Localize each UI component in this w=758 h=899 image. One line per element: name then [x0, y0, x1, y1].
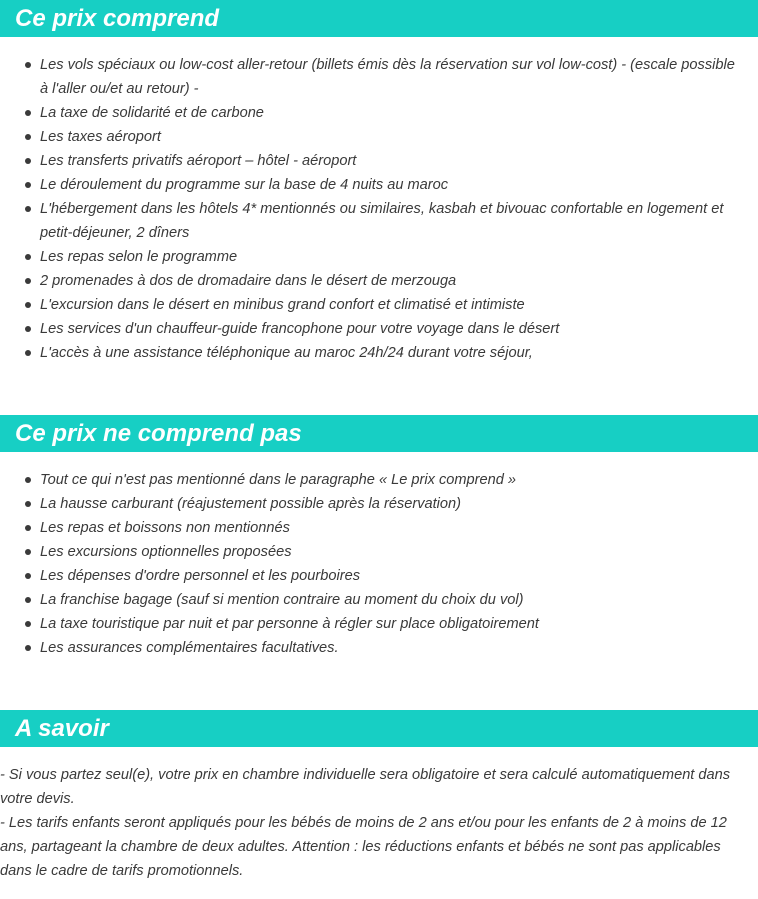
- list-item: Les services d'un chauffeur-guide francophone pour votre voyage dans le désert: [0, 317, 740, 341]
- list-item: Les repas et boissons non mentionnés: [0, 516, 740, 540]
- note-paragraph: - Si vous partez seul(e), votre prix en chambre individuelle sera obligatoire et sera calculé automatiquement dans votre devis.: [0, 767, 731, 807]
- list-item: La taxe de solidarité et de carbone: [0, 101, 740, 125]
- list-item: Les excursions optionnelles proposées: [0, 540, 740, 564]
- list-item: Tout ce qui n'est pas mentionné dans le paragraphe « Le prix comprend »: [0, 468, 740, 492]
- list-item: Les vols spéciaux ou low-cost aller-retour (billets émis dès la réservation sur vol low-cost) - (escale possible à l'aller ou/et au retour) -: [0, 53, 740, 101]
- list-item: La hausse carburant (réajustement possible après la réservation): [0, 492, 740, 516]
- list-item: L'excursion dans le désert en minibus grand confort et climatisé et intimiste: [0, 293, 740, 317]
- included-list: [0, 53, 740, 365]
- section-header-not-included: [0, 415, 758, 452]
- section-title-not-included: Ce prix ne comprend pas: [15, 420, 302, 447]
- list-item: L'accès à une assistance téléphonique au maroc 24h/24 durant votre séjour,: [0, 341, 740, 365]
- list-item: 2 promenades à dos de dromadaire dans le désert de merzouga: [0, 269, 740, 293]
- not-included-list: [0, 468, 740, 660]
- list-item: Les dépenses d'ordre personnel et les pourboires: [0, 564, 740, 588]
- list-item: Le déroulement du programme sur la base de 4 nuits au maroc: [0, 173, 740, 197]
- list-item: Les transferts privatifs aéroport – hôtel - aéroport: [0, 149, 740, 173]
- list-item: La taxe touristique par nuit et par personne à régler sur place obligatoirement: [0, 612, 740, 636]
- section-header-good-to-know: [0, 710, 758, 747]
- list-item: Les taxes aéroport: [0, 125, 740, 149]
- section-header-included: [0, 0, 758, 37]
- note-paragraph: - Les tarifs enfants seront appliqués pour les bébés de moins de 2 ans et/ou pour les enfants de 2 à moins de 12 ans, partageant la chambre de deux adultes. Attention : les réductions enfants et bébés ne sont pas applicables dans le cadre de tarifs promotionnels.: [0, 815, 727, 879]
- list-item: La franchise bagage (sauf si mention contraire au moment du choix du vol): [0, 588, 740, 612]
- section-title-included: Ce prix comprend: [15, 5, 220, 32]
- good-to-know-notes: [0, 763, 752, 883]
- list-item: Les repas selon le programme: [0, 245, 740, 269]
- list-item: Les assurances complémentaires facultatives.: [0, 636, 740, 660]
- section-title-good-to-know: A savoir: [15, 715, 109, 742]
- list-item: L'hébergement dans les hôtels 4* mentionnés ou similaires, kasbah et bivouac confortable en logement et petit-déjeuner, 2 dîners: [0, 197, 740, 245]
